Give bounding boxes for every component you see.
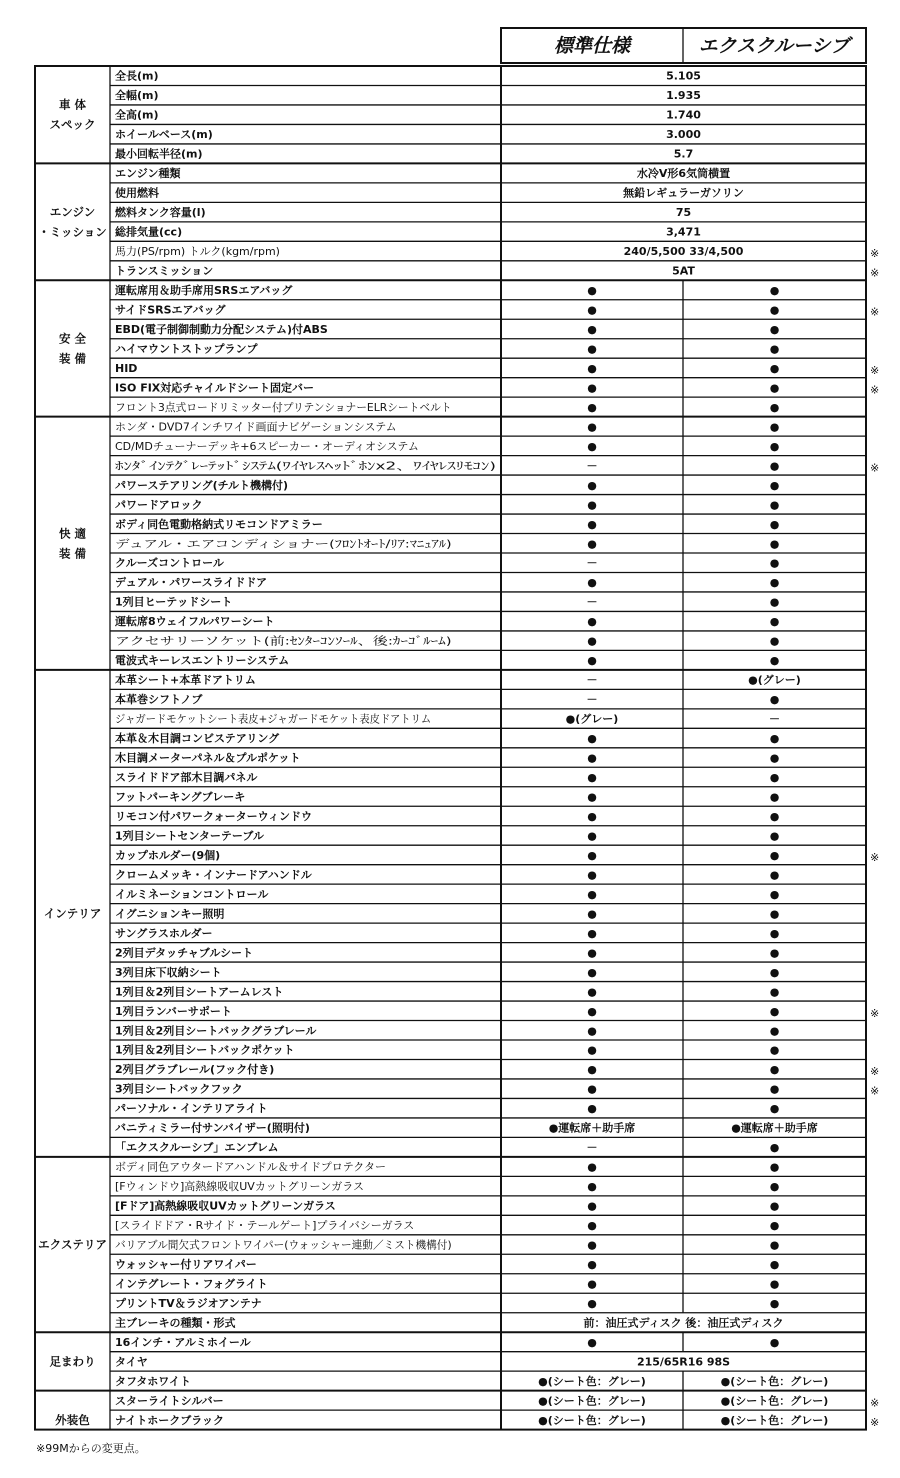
- row-label: イルミネーションコントロール: [115, 887, 269, 901]
- group-label: 外装色: [55, 1412, 90, 1427]
- row-value-exclusive: ●: [769, 498, 780, 512]
- row-value-exclusive: ●: [769, 322, 780, 336]
- row-label: イグニションキー照明: [115, 907, 225, 921]
- row-label: ウォッシャー付リアワイパー: [115, 1258, 257, 1272]
- row-value-span: 1.935: [666, 89, 701, 103]
- row-value-exclusive: ●: [769, 809, 780, 823]
- row-value-exclusive: ●: [769, 556, 780, 570]
- row-value-exclusive: ●: [769, 537, 780, 551]
- row-value-standard: ●: [587, 985, 597, 999]
- row-value-standard: ●: [587, 303, 597, 317]
- row-label: タフタホワイト: [115, 1374, 191, 1388]
- row-label: 最小回転半径(m): [115, 147, 203, 161]
- change-mark: ※: [870, 266, 880, 280]
- row-value-standard: ●: [587, 1258, 597, 1272]
- row-label: 1列目＆2列目シートバックポケット: [115, 1043, 295, 1057]
- row-value-exclusive: ●: [769, 1024, 780, 1038]
- change-mark: ※: [870, 461, 880, 475]
- row-value-span: 5.105: [666, 69, 701, 83]
- row-label: サイドSRSエアバッグ: [115, 303, 226, 317]
- row-label: 1列目シートセンターテーブル: [115, 829, 264, 843]
- row-label: トランスミッション: [115, 264, 214, 278]
- row-label: フロント3点式ロードリミッター付プリテンショナーELRシートベルト: [115, 400, 460, 414]
- change-mark: ※: [870, 1084, 880, 1098]
- row-label: 燃料タンク容量(l): [115, 206, 206, 220]
- row-value-standard: ●: [587, 478, 597, 492]
- row-label: インテグレート・フォグライト: [115, 1277, 268, 1291]
- row-label: CD/MDチューナーデッキ+6スピーカー・オーディオシステム: [115, 439, 419, 453]
- row-label: 1列目＆2列目シートバックグラブレール: [115, 1024, 317, 1038]
- row-value-span: 215/65R16 98S: [636, 1355, 731, 1369]
- row-value-exclusive: ●: [769, 576, 780, 590]
- row-value-standard: ●: [587, 537, 597, 551]
- row-value-exclusive: ●: [769, 1258, 780, 1272]
- row-value-span: 水冷V形6気筒横置: [636, 167, 731, 181]
- row-value-standard: ●: [587, 1102, 597, 1116]
- group-label: 足まわり: [49, 1354, 96, 1369]
- row-value-standard: ●: [587, 517, 597, 531]
- group-label: 車 体スペック: [49, 97, 96, 132]
- row-value-span: 240/5,500 33/4,500: [623, 245, 744, 259]
- row-value-exclusive: ●: [769, 1296, 780, 1310]
- row-value-standard: ●: [587, 907, 597, 921]
- row-value-exclusive: ●: [769, 615, 780, 629]
- spec-table: [35, 66, 879, 1430]
- row-value-standard: ●: [587, 1335, 597, 1349]
- footnote: ※99Mからの変更点。: [36, 1442, 146, 1455]
- row-value-span: 5.7: [673, 147, 694, 161]
- row-label: [Fドア]高熱線吸収UVカットグリーンガラス: [115, 1199, 336, 1213]
- row-value-exclusive: ●: [769, 868, 780, 882]
- row-label: HID: [115, 361, 138, 375]
- row-value-exclusive: ●: [769, 848, 780, 862]
- group-label: 安 全装 備: [58, 331, 87, 366]
- change-mark: ※: [870, 850, 880, 864]
- row-value-standard: －: [586, 673, 598, 687]
- row-label: ハイマウントストップランプ: [115, 342, 258, 356]
- row-value-span: 5AT: [672, 264, 695, 278]
- row-value-standard: －: [586, 595, 598, 609]
- row-value-standard: －: [586, 1141, 598, 1155]
- row-value-exclusive: ●: [769, 790, 780, 804]
- row-value-exclusive: ●: [769, 907, 780, 921]
- row-value-exclusive: ●(シート色：グレー): [720, 1394, 829, 1408]
- row-value-exclusive: ●: [769, 926, 780, 940]
- row-value-standard: ●: [587, 1219, 597, 1233]
- row-value-span: 無鉛レギュラーガソリン: [623, 186, 744, 200]
- row-value-standard: ●: [587, 498, 597, 512]
- row-label: バニティミラー付サンバイザー(照明付): [115, 1121, 310, 1135]
- header-standard: 標準仕様: [553, 35, 631, 57]
- row-value-exclusive: ●: [769, 1102, 780, 1116]
- row-label: 1列目＆2列目シートアームレスト: [115, 985, 284, 999]
- row-label: 1列目ヒーテッドシート: [115, 595, 233, 609]
- row-value-standard: ●: [587, 1277, 597, 1291]
- row-label: 全高(m): [115, 108, 159, 122]
- row-value-exclusive: ●: [769, 1160, 780, 1174]
- row-label: ホイールベース(m): [115, 128, 213, 142]
- row-label: ホンダ・DVD7インチワイド画面ナビゲーションシステム: [115, 420, 397, 434]
- row-value-standard: ●: [587, 381, 597, 395]
- row-label: ボディ同色アウタードアハンドル＆サイドプロテクター: [115, 1160, 387, 1174]
- change-mark: ※: [870, 305, 880, 319]
- row-label: スライドドア部木目調パネル: [115, 771, 258, 785]
- row-label: クルーズコントロール: [115, 556, 224, 570]
- row-value-exclusive: ●: [769, 478, 780, 492]
- row-value-standard: ●: [587, 284, 597, 298]
- group-label: エクステリア: [38, 1237, 107, 1252]
- row-value-standard: ●: [587, 1238, 597, 1252]
- row-value-exclusive: ●: [769, 1063, 780, 1077]
- row-value-standard: ●: [587, 868, 597, 882]
- row-value-exclusive: ●: [769, 1082, 780, 1096]
- row-value-standard: －: [586, 556, 598, 570]
- row-value-exclusive: ●: [769, 1219, 780, 1233]
- row-value-span: 3.000: [666, 128, 701, 142]
- row-label: 運転席用＆助手席用SRSエアバッグ: [115, 284, 293, 298]
- row-value-standard: ●: [587, 1043, 597, 1057]
- row-value-standard: ●: [587, 829, 597, 843]
- row-value-exclusive: ●: [769, 420, 780, 434]
- change-mark: ※: [870, 1415, 880, 1429]
- row-value-exclusive: ●: [769, 595, 780, 609]
- row-value-standard: ●: [587, 848, 597, 862]
- row-value-standard: ●: [587, 1004, 597, 1018]
- row-value-standard: ●: [587, 1180, 597, 1194]
- row-value-standard: ●(シート色：グレー): [538, 1394, 646, 1408]
- row-value-exclusive: ●: [769, 751, 780, 765]
- row-label: 1列目ランバーサポート: [115, 1004, 232, 1018]
- row-value-exclusive: －: [769, 712, 780, 726]
- row-value-exclusive: ●: [769, 732, 780, 746]
- row-value-standard: ●: [587, 576, 597, 590]
- row-label: 「エクスクルーシブ」エンブレム: [115, 1141, 279, 1155]
- row-value-exclusive: ●: [769, 887, 780, 901]
- row-value-span: 前：油圧式ディスク 後：油圧式ディスク: [583, 1316, 784, 1330]
- row-label: ジャガードモケットシート表皮+ジャガードモケット表皮ドアトリム: [115, 712, 453, 726]
- row-label: 3列目シートバックフック: [115, 1082, 243, 1096]
- row-value-standard: ●: [587, 322, 597, 336]
- row-label: リモコン付パワークォーターウィンドウ: [115, 809, 313, 823]
- row-label: パーソナル・インテリアライト: [115, 1102, 268, 1116]
- row-value-standard: ●(シート色：グレー): [538, 1413, 646, 1427]
- group-label: 快 適装 備: [58, 526, 87, 561]
- row-value-exclusive: ●: [769, 284, 780, 298]
- row-value-standard: ●: [587, 342, 597, 356]
- row-value-standard: －: [586, 459, 598, 473]
- row-value-exclusive: ●: [769, 693, 780, 707]
- row-label: パワーステアリング(チルト機構付): [115, 478, 289, 492]
- row-label: バリアブル間欠式フロントワイパー(ウォッシャー連動／ミスト機構付): [115, 1238, 463, 1252]
- row-label: EBD(電子制御制動力分配システム)付ABS: [115, 322, 328, 336]
- row-label: クロームメッキ・インナードアハンドル: [115, 868, 312, 882]
- row-label: 主ブレーキの種類・形式: [115, 1316, 236, 1330]
- row-label: パワードアロック: [115, 498, 203, 512]
- row-value-exclusive: ●: [769, 303, 780, 317]
- change-mark: ※: [870, 1006, 880, 1020]
- row-label: ISO FIX対応チャイルドシート固定バー: [115, 381, 314, 395]
- row-value-standard: ●(シート色：グレー): [538, 1374, 646, 1388]
- row-value-exclusive: ●運転席＋助手席: [731, 1121, 818, 1135]
- row-label: ボディ同色電動格納式リモコンドアミラー: [115, 517, 323, 531]
- row-value-exclusive: ●: [769, 965, 780, 979]
- row-value-exclusive: ●: [769, 985, 780, 999]
- row-value-exclusive: ●: [769, 634, 780, 648]
- row-value-standard: ●: [587, 732, 597, 746]
- row-value-exclusive: ●: [769, 439, 780, 453]
- row-label: 3列目床下収納シート: [115, 965, 222, 979]
- row-value-standard: －: [586, 693, 598, 707]
- row-value-exclusive: ●: [769, 829, 780, 843]
- row-value-standard: ●(グレー): [565, 712, 619, 726]
- row-label: 2列目デタッチャブルシート: [115, 946, 254, 960]
- row-value-standard: ●: [587, 887, 597, 901]
- row-label: カップホルダー(9個): [115, 848, 221, 862]
- row-value-standard: ●: [587, 926, 597, 940]
- row-label: 本革＆木目調コンビステアリング: [115, 732, 280, 746]
- row-value-standard: ●: [587, 946, 597, 960]
- row-value-exclusive: ●: [769, 342, 780, 356]
- row-value-standard: ●運転席＋助手席: [548, 1121, 636, 1135]
- row-label: 電波式キーレスエントリーシステム: [115, 654, 290, 668]
- change-mark: ※: [870, 1396, 880, 1410]
- row-label: プリントTV＆ラジオアンテナ: [115, 1296, 262, 1310]
- row-value-exclusive: ●: [769, 400, 780, 414]
- row-value-standard: ●: [587, 809, 597, 823]
- group-label: インテリア: [43, 906, 102, 921]
- row-label: 本革巻シフトノブ: [115, 693, 203, 707]
- row-value-exclusive: ●: [769, 361, 780, 375]
- header-exclusive: エクスクルーシブ: [698, 35, 850, 57]
- row-value-exclusive: ●: [769, 1180, 780, 1194]
- row-value-standard: ●: [587, 1082, 597, 1096]
- row-label: デュアル・エアコンディショナー(ﾌﾛﾝﾄｵｰﾄ/ﾘｱ:ﾏﾆｭｱﾙ): [115, 537, 452, 551]
- row-value-span: 75: [675, 206, 692, 220]
- row-value-exclusive: ●: [769, 1043, 780, 1057]
- row-value-exclusive: ●: [769, 1141, 780, 1155]
- row-value-exclusive: ●: [769, 1004, 780, 1018]
- row-value-standard: ●: [587, 965, 597, 979]
- row-value-exclusive: ●(シート色：グレー): [720, 1413, 829, 1427]
- row-label: 木目調メーターパネル＆プルポケット: [115, 751, 301, 765]
- row-label: ﾎﾝﾀﾞｲﾝﾃｸﾞﾚｰﾃｯﾄﾞｼｽﾃﾑ(ﾜｲﾔﾚｽﾍｯﾄﾞﾎﾝx2、ﾜｲﾔﾚｽﾘﾓｺﾝ): [115, 459, 496, 473]
- row-label: デュアル・パワースライドドア: [115, 576, 268, 590]
- row-label: 馬力(PS/rpm) トルク(kgm/rpm): [115, 245, 280, 259]
- row-label: [スライドドア・Rサイド・テールゲート]プライバシーガラス: [115, 1219, 415, 1233]
- row-label: エンジン種類: [115, 167, 181, 181]
- row-value-exclusive: ●: [769, 381, 780, 395]
- row-value-standard: ●: [587, 771, 597, 785]
- row-value-standard: ●: [587, 1199, 597, 1213]
- row-value-standard: ●: [587, 634, 597, 648]
- row-label: ナイトホークブラック: [115, 1413, 225, 1427]
- row-value-exclusive: ●: [769, 771, 780, 785]
- row-value-exclusive: ●(グレー): [748, 673, 801, 687]
- change-mark: ※: [870, 247, 880, 261]
- change-mark: ※: [870, 363, 880, 377]
- row-label: 使用燃料: [115, 186, 159, 200]
- row-value-exclusive: ●: [769, 1238, 780, 1252]
- row-label: 16インチ・アルミホイール: [115, 1335, 251, 1349]
- row-value-standard: ●: [587, 654, 597, 668]
- row-label: 運転席8ウェイフルパワーシート: [115, 615, 275, 629]
- row-label: タイヤ: [115, 1355, 148, 1369]
- column-header-row: [501, 28, 866, 63]
- group-label: エンジン・ミッション: [38, 204, 107, 239]
- row-value-exclusive: ●: [769, 654, 780, 668]
- row-value-standard: ●: [587, 420, 597, 434]
- row-value-exclusive: ●: [769, 1199, 780, 1213]
- row-value-standard: ●: [587, 1024, 597, 1038]
- row-value-exclusive: ●: [769, 1277, 780, 1291]
- row-value-span: 1.740: [666, 108, 701, 122]
- row-label: 2列目グラブレール(フック付き): [115, 1063, 275, 1077]
- row-label: フットパーキングブレーキ: [115, 790, 246, 804]
- change-mark: ※: [870, 1065, 880, 1079]
- row-label: [Fウィンドウ]高熱線吸収UVカットグリーンガラス: [115, 1180, 364, 1194]
- row-value-standard: ●: [587, 1063, 597, 1077]
- row-label: 総排気量(cc): [115, 225, 183, 239]
- change-mark: ※: [870, 383, 880, 397]
- row-value-standard: ●: [587, 615, 597, 629]
- row-value-exclusive: ●: [769, 946, 780, 960]
- row-label: サングラスホルダー: [115, 926, 213, 940]
- row-label: スターライトシルバー: [115, 1394, 224, 1408]
- row-value-standard: ●: [587, 790, 597, 804]
- row-label: 全長(m): [115, 69, 159, 83]
- row-value-standard: ●: [587, 751, 597, 765]
- row-value-standard: ●: [587, 1296, 597, 1310]
- row-value-exclusive: ●: [769, 459, 780, 473]
- row-value-span: 3,471: [666, 225, 701, 239]
- row-value-standard: ●: [587, 1160, 597, 1174]
- row-value-exclusive: ●: [769, 517, 780, 531]
- row-value-exclusive: ●(シート色：グレー): [720, 1374, 829, 1388]
- row-label: 本革シート+本革ドアトリム: [115, 673, 256, 687]
- row-value-exclusive: ●: [769, 1335, 780, 1349]
- row-value-standard: ●: [587, 439, 597, 453]
- row-label: アクセサリーソケット(前:ｾﾝﾀｰｺﾝｿｰﾙ、後:ｶｰｺﾞﾙｰﾑ): [115, 634, 361, 648]
- row-value-standard: ●: [587, 361, 597, 375]
- row-label: 全幅(m): [115, 89, 159, 103]
- row-value-standard: ●: [587, 400, 597, 414]
